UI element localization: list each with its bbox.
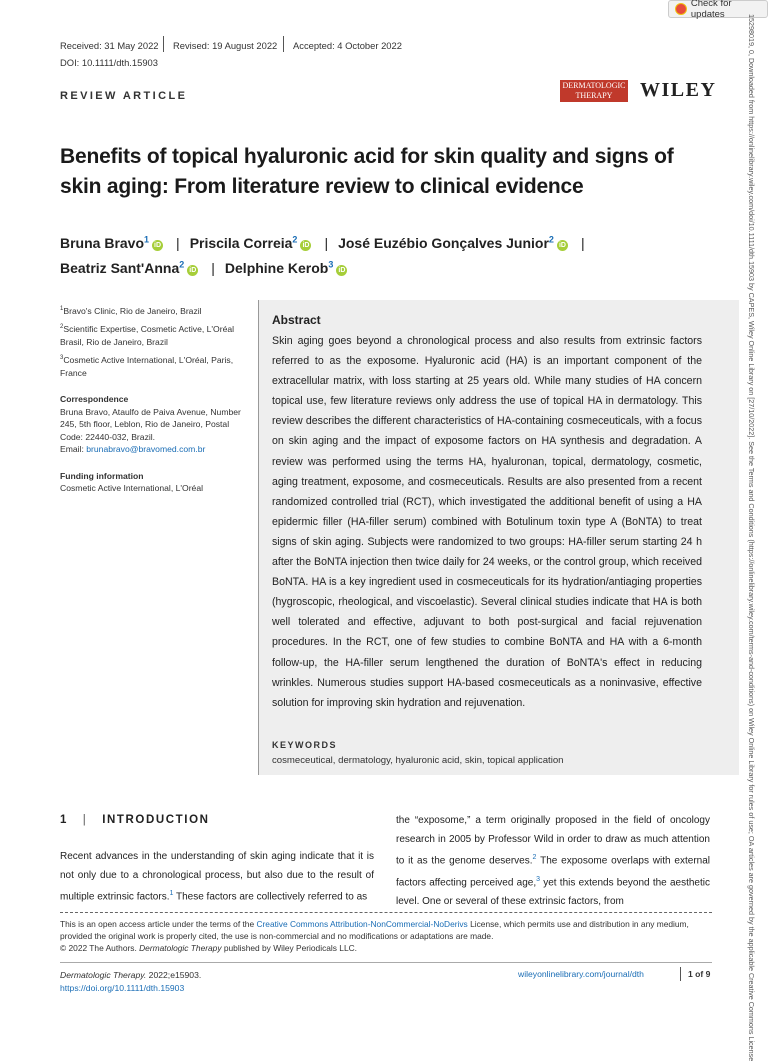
orcid-icon[interactable]: iD bbox=[302, 241, 310, 249]
journal-logo-line2: THERAPY bbox=[575, 91, 613, 100]
abstract-text: Skin aging goes beyond a chronological process and also results from extrinsic factors referred to as the exposome. Hyaluronic acid (HA) is an important component of the extracellular matrix, with loss starting at 25 years old. While many studies of HA concern topical use, few literature reviews only address the use of topical HA in dermatology. This review describes the different characteristics of HA-containing cosmeceuticals, with a focus on skin aging and the impact of exposome factors on HA synthesis and degradation. A review was performed using the terms HA, hyaluronan, topical, dermatology, cosmetic, aging treatment, exposome, and cosmeceuticals. Results are also presented from a recent randomized controlled trial (RCT), which investigated the additional benefit of using a HA epidermic filler (HA-filler serum) combined with Botulinum toxin type A (BoNTA) to treat signs of skin aging. Subjects were randomized to two groups: HA-filler serum starting 24 h after the BoNTA injection then twice daily for 24 weeks, or the control group, which received BoNTA. HA is a key ingredient used in cosmeceuticals for its hydration/antiaging properties (hygroscopic, rheological, and viscoelastic). Several clinical studies indicate that HA is both well tolerated and effective, adjuvant to both post-surgical and facial rejuvenation procedures. In the RCT, one of few studies to combine BoNTA and HA with a 6-month follow-up, the HA-filler serum lengthened the duration of BoNTA's effect in reducing wrinkles. Numerous studies support HA-based cosmeceuticals as a noninvasive, effective solution for improving skin hydration and rejuvenation. bbox=[272, 335, 702, 709]
section-title: INTRODUCTION bbox=[102, 814, 210, 826]
footer-citation: Dermatologic Therapy. 2022;e15903. https://doi.org/10.1111/dth.15903 bbox=[60, 970, 202, 993]
author[interactable]: José Euzébio Gonçalves Junior$^2$iD bbox=[338, 234, 566, 251]
publisher-logo: WILEY bbox=[640, 79, 717, 101]
page-number: 1 of 9 bbox=[688, 969, 711, 979]
revised-date: Revised: 19 August 2022 bbox=[173, 40, 278, 51]
section-number: 1 bbox=[60, 814, 68, 826]
article-title: Benefits of topical hyaluronic acid for skin quality and signs of skin aging: From literature review to clinical evidence bbox=[60, 145, 674, 198]
license-link[interactable]: Creative Commons Attribution-NonCommercial-NoDerivs bbox=[256, 919, 468, 929]
download-notice bbox=[744, 0, 758, 1061]
license-divider bbox=[60, 912, 712, 913]
check-updates-icon bbox=[675, 3, 687, 15]
ref-link[interactable]: 1 bbox=[169, 890, 174, 898]
journal-logo bbox=[560, 80, 628, 102]
orcid-icon[interactable]: iD bbox=[558, 241, 566, 249]
license-text: This is an open access article under the terms of the Creative Commons Attribution-NonCommercial-NoDerivs License, which permits use and distribution in any medium, provided the original work is properly cited, the use is non-commercial and no modifications or adaptations are made. © 2022 The Authors. Dermatologic Therapy published by Wiley Periodicals LLC. bbox=[60, 919, 689, 953]
funding-heading: Funding information bbox=[60, 470, 144, 481]
affiliation: $^2$Scientific Expertise, Cosmetic Active, L'Oréal Brasil, Rio de Janeiro, Brazil bbox=[60, 324, 235, 347]
ref-link[interactable]: 3 bbox=[536, 876, 541, 884]
abstract-heading: Abstract bbox=[272, 313, 321, 327]
divider bbox=[283, 36, 284, 52]
orcid-icon[interactable]: iD bbox=[189, 267, 197, 275]
divider bbox=[680, 967, 681, 981]
keywords: cosmeceutical, dermatology, hyaluronic acid, skin, topical application bbox=[272, 755, 564, 766]
orcid-icon[interactable]: iD bbox=[338, 267, 346, 275]
correspondence-email: Email: brunabravo@bravomed.com.br bbox=[60, 444, 206, 455]
received-date: Received: 31 May 2022 bbox=[60, 40, 159, 51]
correspondence-heading: Correspondence bbox=[60, 394, 129, 405]
doi: DOI: 10.1111/dth.15903 bbox=[60, 57, 158, 68]
footer-site-link[interactable]: wileyonlinelibrary.com/journal/dth bbox=[518, 969, 644, 979]
author[interactable]: Bruna Bravo$^1$iD bbox=[60, 234, 162, 251]
author-list: Bruna Bravo$^1$iD | Priscila Correia$^2$iD | José Euzébio Gonçalves Junior$^2$iD | Beatriz Sant'Anna$^2$iD | Delphine Kerob$^3$iD bbox=[60, 234, 585, 277]
orcid-icon[interactable]: iD bbox=[154, 241, 162, 249]
footer-divider bbox=[60, 962, 712, 963]
affiliations bbox=[60, 303, 245, 495]
journal-logo-line1: DERMATOLOGIC bbox=[562, 81, 626, 90]
accepted-date: Accepted: 4 October 2022 bbox=[293, 40, 402, 51]
article-type: REVIEW ARTICLE bbox=[60, 90, 188, 102]
affiliation: $^1$Bravo's Clinic, Rio de Janeiro, Brazil bbox=[60, 305, 202, 316]
email-link[interactable]: brunabravo@bravomed.com.br bbox=[86, 444, 206, 455]
author[interactable]: Delphine Kerob$^3$iD bbox=[224, 259, 346, 277]
section-heading: 1 | INTRODUCTION bbox=[60, 814, 210, 826]
funding-text: Cosmetic Active International, L'Oréal bbox=[60, 483, 204, 494]
intro-col2: the “exposome,” a term originally proposed in the field of oncology research in 2005 by Professor Wild in order to draw as much attention to it as the genome deserves.$^2$ The exposome overlaps with external factors affecting perceived age,$^3$ yet this extends beyond the aesthetic level. One or several of these extrinsic factors, from bbox=[396, 815, 710, 908]
check-updates-label: Check for updates bbox=[690, 0, 732, 20]
download-notice-text: 15298019, 0, Downloaded from https://onlinelibrary.wiley.com/doi/10.1111/dth.15903 by CAPES, Wiley Online Library on [27/10/2022]. See the Terms and Conditions (https://onlinelibrary.wiley.com/terms-and-conditions) on Wiley Online Library for rules of use; OA articles are governed by the applicable Creative Commons License bbox=[747, 14, 756, 1061]
affiliation: $^3$Cosmetic Active International, L'Oréal, Paris, France bbox=[60, 355, 234, 378]
author[interactable]: Beatriz Sant'Anna$^2$iD bbox=[60, 259, 197, 277]
intro-col1: Recent advances in the understanding of skin aging indicate that it is not only due to a chronological process, but also due to the result of multiple extrinsic factors.$^1$ These factors are collectively referred to as bbox=[60, 851, 374, 903]
footer-doi-link[interactable]: https://doi.org/10.1111/dth.15903 bbox=[60, 983, 185, 993]
correspondence-text: Bruna Bravo, Ataulfo de Paiva Avenue, Number 245, 5th floor, Leblon, Rio de Janeiro, Postal Code: 22440-032, Brazil. bbox=[60, 406, 241, 442]
author[interactable]: Priscila Correia$^2$iD bbox=[189, 234, 310, 251]
ref-link[interactable]: 2 bbox=[532, 854, 537, 862]
divider bbox=[163, 36, 164, 52]
keywords-heading: KEYWORDS bbox=[272, 740, 338, 750]
